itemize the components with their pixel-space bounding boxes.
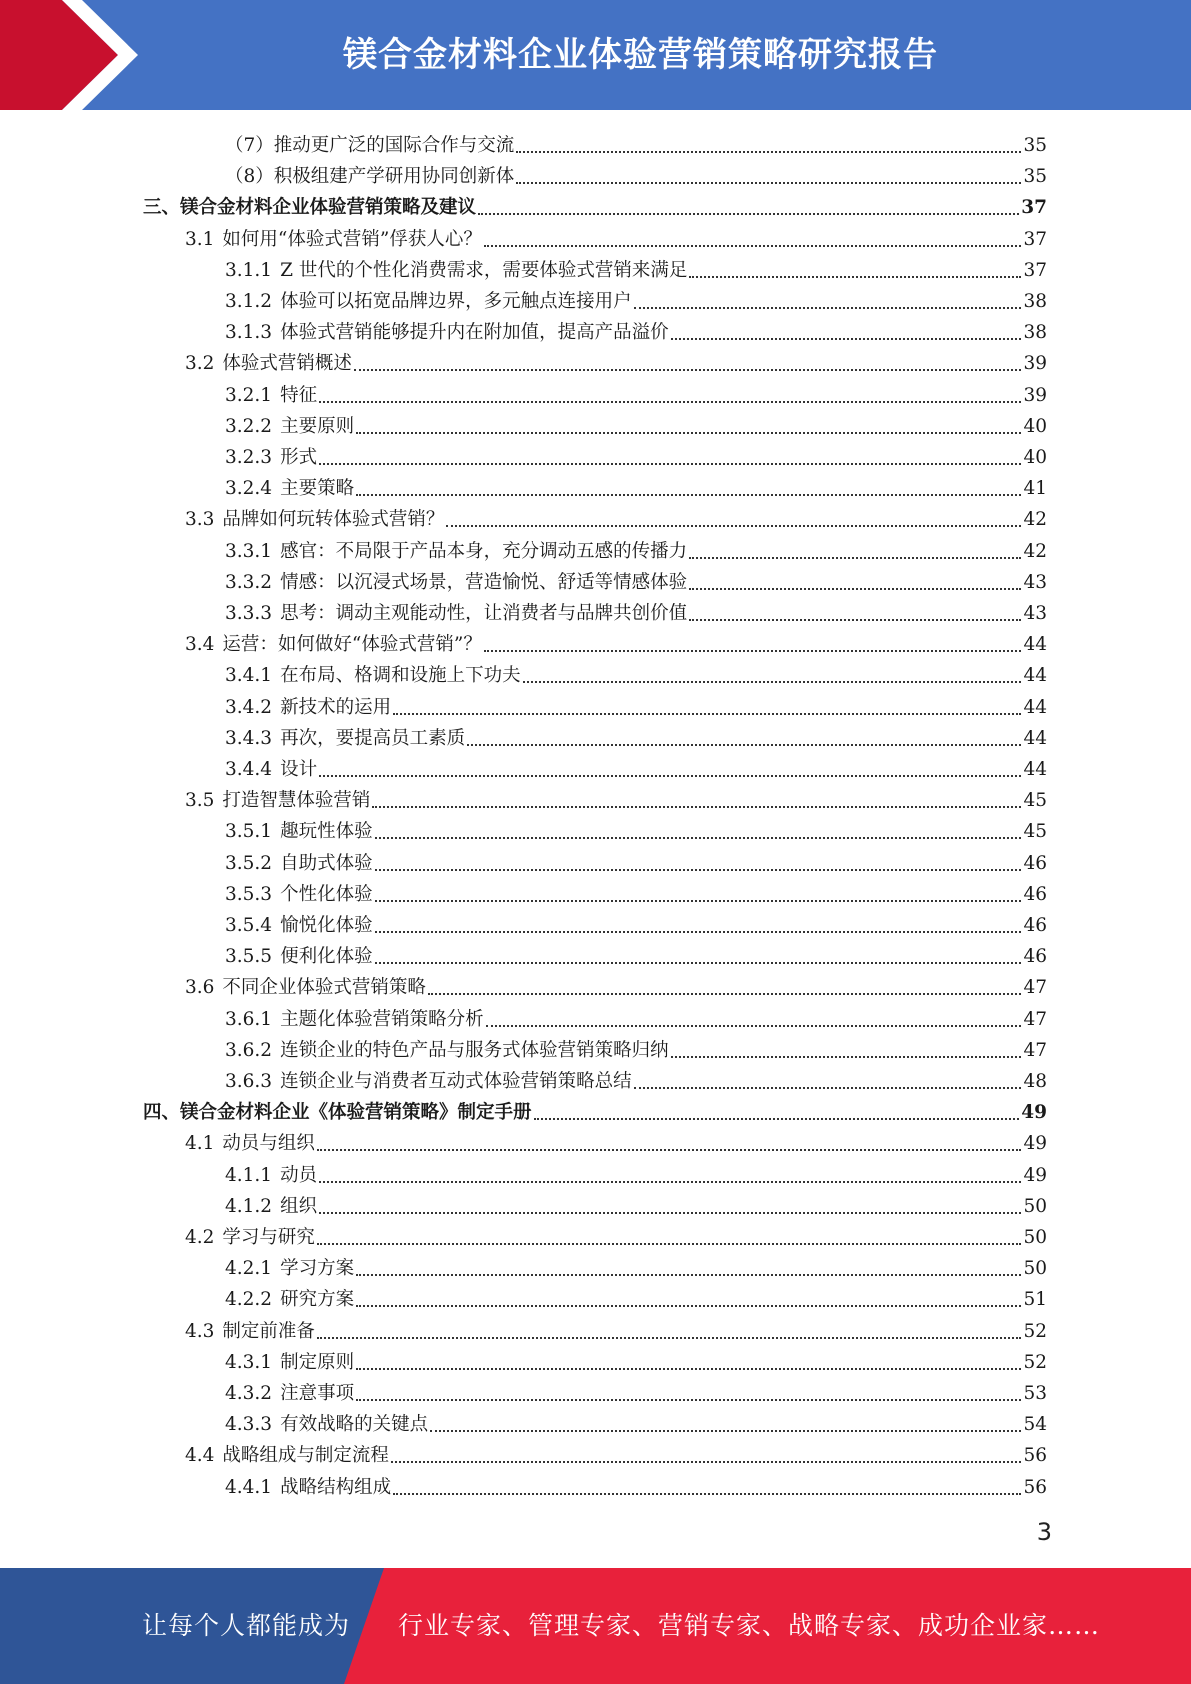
toc-dot-leader: [393, 691, 1021, 715]
toc-entry-number: 3.2.3: [225, 447, 273, 468]
toc-entry[interactable]: [225, 439, 1047, 470]
toc-dot-leader: [634, 285, 1022, 309]
toc-entry-title: 打造智慧体验营销: [222, 790, 371, 812]
toc-entry-page: 51: [1023, 1289, 1047, 1311]
toc-entry-title: 再次，要提高员工素质: [280, 727, 466, 749]
toc-entry-title: 体验式营销概述: [222, 353, 352, 375]
toc-entry-number: 3.3: [185, 509, 215, 531]
toc-entry-title: 研究方案: [280, 1289, 355, 1311]
toc-dot-leader: [319, 441, 1021, 465]
toc-entry-page: 47: [1023, 1039, 1047, 1061]
toc-entry-number: 3.3.3: [225, 603, 273, 624]
toc-entry-title: 三、镁合金材料企业体验营销策略及建议: [143, 197, 477, 219]
toc-entry-title: 连锁企业的特色产品与服务式体验营销策略归纳: [280, 1039, 669, 1061]
toc-entry-page: 35: [1023, 166, 1047, 188]
toc-dot-leader: [484, 628, 1022, 652]
toc-dot-leader: [375, 940, 1022, 964]
toc-entry[interactable]: [185, 1437, 1047, 1468]
toc-entry-number: 4.4.1: [225, 1476, 273, 1498]
toc-entry-page: 46: [1023, 915, 1047, 936]
toc-entry-page: 38: [1023, 291, 1047, 312]
toc-entry-title: 设计: [280, 759, 318, 780]
toc-entry-number: 4.1: [185, 1133, 215, 1155]
toc-entry-title: 主要原则: [280, 415, 355, 437]
toc-entry-title: 有效战略的关键点: [280, 1414, 429, 1436]
toc-entry-page: 50: [1023, 1227, 1047, 1248]
toc-entry-title: 学习方案: [280, 1258, 355, 1280]
toc-dot-leader: [523, 659, 1022, 683]
toc-entry-page: 45: [1023, 821, 1047, 843]
toc-entry-page: 49: [1023, 1133, 1047, 1155]
toc-entry[interactable]: [225, 1281, 1047, 1312]
toc-entry-number: 4.1.2: [225, 1195, 273, 1217]
toc-entry-title: 学习与研究: [222, 1227, 315, 1248]
toc-entry-title: 连锁企业与消费者互动式体验营销策略总结: [280, 1071, 632, 1092]
toc-entry[interactable]: [143, 189, 1047, 220]
toc-entry-number: 3.3.1: [225, 540, 273, 562]
toc-entry-page: 50: [1023, 1258, 1047, 1280]
toc-entry-title: 自助式体验: [280, 852, 373, 874]
toc-entry-number: 3.4.1: [225, 665, 273, 687]
footer-slogan-right: 行业专家、管理专家、营销专家、战略专家、成功企业家……: [398, 1611, 1101, 1640]
toc-entry[interactable]: [225, 813, 1047, 844]
toc-entry-number: 3.6.2: [225, 1039, 273, 1061]
toc-entry-page: 44: [1023, 634, 1047, 656]
toc-entry-title: 动员: [280, 1164, 318, 1186]
toc-entry-page: 56: [1023, 1445, 1047, 1467]
toc-entry-number: 4.2.2: [225, 1289, 273, 1311]
page-number: 3: [1036, 1518, 1052, 1546]
toc-entry-number: 3.6: [185, 977, 215, 999]
toc-dot-leader: [391, 1439, 1022, 1463]
page-footer: [0, 1568, 1191, 1684]
toc-entry-page: 52: [1023, 1351, 1047, 1373]
toc-entry-page: 37: [1023, 228, 1047, 250]
toc-entry-number: 4.3.1: [225, 1351, 273, 1373]
toc-entry-number: 4.3: [185, 1320, 215, 1342]
toc-entry-title: 在布局、格调和设施上下功夫: [280, 665, 521, 687]
toc-entry-number: 3.1: [185, 228, 215, 250]
toc-dot-leader: [372, 784, 1021, 808]
toc-entry[interactable]: [225, 1406, 1047, 1437]
toc-entry-number: 4.2: [185, 1227, 215, 1248]
toc-dot-leader: [484, 223, 1022, 247]
toc-dot-leader: [689, 597, 1021, 621]
toc-entry-page: 47: [1023, 977, 1047, 999]
toc-entry-number: 3.4: [185, 634, 215, 656]
toc-entry-title: 品牌如何玩转体验式营销？: [222, 509, 445, 531]
toc-entry-title: 愉悦化体验: [280, 915, 373, 936]
toc-entry-number: 3.5.3: [225, 883, 273, 905]
toc-dot-leader: [689, 535, 1021, 559]
toc-entry[interactable]: [225, 1469, 1047, 1500]
toc-entry[interactable]: [225, 533, 1047, 564]
toc-entry[interactable]: [225, 127, 1047, 158]
toc-entry[interactable]: [225, 1375, 1047, 1406]
toc-entry-page: 40: [1023, 415, 1047, 437]
toc-entry[interactable]: [225, 1063, 1047, 1094]
toc-entry-page: 45: [1023, 790, 1047, 812]
toc-dot-leader: [393, 1471, 1021, 1495]
toc-entry-page: 38: [1023, 322, 1047, 344]
toc-dot-leader: [689, 566, 1021, 590]
toc-entry-number: 4.3.3: [225, 1414, 273, 1436]
toc-entry-number: 3.5.2: [225, 852, 273, 874]
toc-entry-page: 54: [1023, 1414, 1047, 1436]
toc-entry-page: 44: [1023, 665, 1047, 687]
toc-dot-leader: [428, 971, 1022, 995]
toc-entry-page: 52: [1023, 1320, 1047, 1342]
toc-entry-number: 3.1.3: [225, 322, 273, 344]
toc-entry-page: 43: [1023, 571, 1047, 593]
toc-entry-number: 3.1.1: [225, 259, 273, 281]
toc-entry[interactable]: [225, 938, 1047, 969]
toc-entry-page: 39: [1023, 384, 1047, 406]
toc-entry-title: 动员与组织: [222, 1133, 315, 1155]
toc-entry-title: 特征: [280, 384, 318, 406]
toc-entry[interactable]: [143, 1094, 1047, 1125]
toc-dot-leader: [317, 1315, 1022, 1339]
toc-entry-page: 46: [1023, 852, 1047, 874]
toc-entry-title: 战略组成与制定流程: [222, 1445, 389, 1467]
toc-dot-leader: [356, 1252, 1021, 1276]
toc-entry-page: 50: [1023, 1195, 1047, 1217]
toc-dot-leader: [516, 160, 1021, 184]
toc-dot-leader: [319, 1159, 1021, 1183]
toc-entry-number: 3.6.1: [225, 1008, 273, 1030]
toc-entry[interactable]: [185, 1125, 1047, 1156]
toc-entry-page: 37: [1021, 197, 1047, 219]
toc-entry-title: 新技术的运用: [280, 696, 392, 718]
toc-entry-number: 3.2.4: [225, 478, 273, 500]
toc-entry-number: 4.1.1: [225, 1164, 273, 1186]
document-title: 镁合金材料企业体验营销策略研究报告: [343, 35, 938, 75]
toc-entry-title: （8）积极组建产学研用协同创新体: [225, 166, 515, 188]
toc-entry[interactable]: [225, 470, 1047, 501]
toc-entry[interactable]: [225, 1157, 1047, 1188]
toc-entry-title: （7）推动更广泛的国际合作与交流: [225, 135, 515, 156]
toc-entry-number: 3.5.1: [225, 821, 273, 843]
toc-dot-leader: [356, 1377, 1021, 1401]
toc-entry-page: 46: [1023, 883, 1047, 905]
toc-entry-number: 3.2.2: [225, 415, 273, 437]
toc-entry-page: 39: [1023, 353, 1047, 375]
toc-dot-leader: [446, 503, 1021, 527]
toc-entry-page: 48: [1023, 1071, 1047, 1092]
toc-dot-leader: [430, 1408, 1021, 1432]
toc-entry-title: 制定原则: [280, 1351, 355, 1373]
toc-dot-leader: [356, 1346, 1021, 1370]
toc-entry[interactable]: [225, 1001, 1047, 1032]
toc-dot-leader: [467, 722, 1021, 746]
toc-entry[interactable]: [225, 1032, 1047, 1063]
toc-entry[interactable]: [185, 1219, 1047, 1250]
toc-entry[interactable]: [185, 1313, 1047, 1344]
toc-entry[interactable]: [225, 314, 1047, 345]
toc-entry-title: 如何用“体验式营销”俘获人心？: [222, 228, 482, 250]
toc-entry-number: 3.5: [185, 790, 215, 812]
toc-entry[interactable]: [225, 1188, 1047, 1219]
toc-entry-title: 个性化体验: [280, 883, 373, 905]
toc-entry[interactable]: [225, 595, 1047, 626]
toc-entry-page: 40: [1023, 447, 1047, 468]
footer-slogan-left: 让每个人都能成为: [142, 1611, 351, 1640]
toc-entry-page: 44: [1023, 696, 1047, 718]
toc-entry[interactable]: [185, 626, 1047, 657]
toc-dot-leader: [671, 316, 1022, 340]
toc-entry-title: 战略结构组成: [280, 1476, 392, 1498]
toc-entry-number: 4.2.1: [225, 1258, 273, 1280]
toc-dot-leader: [354, 347, 1022, 371]
toc-entry-title: 体验式营销能够提升内在附加值，提高产品溢价: [280, 322, 669, 344]
toc-dot-leader: [534, 1096, 1020, 1120]
toc-entry-page: 44: [1023, 759, 1047, 780]
toc-dot-leader: [317, 1221, 1022, 1245]
toc-entry-page: 46: [1023, 946, 1047, 968]
toc-entry[interactable]: [225, 907, 1047, 938]
toc-entry-number: 3.3.2: [225, 571, 273, 593]
toc-entry-page: 37: [1023, 259, 1047, 281]
toc-entry[interactable]: [225, 845, 1047, 876]
toc-entry-title: 情感：以沉浸式场景，营造愉悦、舒适等情感体验: [280, 571, 688, 593]
toc-entry[interactable]: [185, 345, 1047, 376]
toc-dot-leader: [317, 1127, 1022, 1151]
toc-entry-number: 4.4: [185, 1445, 215, 1467]
toc-entry-number: 3.5.5: [225, 946, 273, 968]
toc-dot-leader: [516, 129, 1021, 153]
page-header: [0, 0, 1191, 110]
toc-dot-leader: [634, 1065, 1022, 1089]
toc-dot-leader: [375, 815, 1022, 839]
toc-entry[interactable]: [225, 751, 1047, 782]
toc-entry[interactable]: [225, 720, 1047, 751]
toc-entry-title: 体验可以拓宽品牌边界，多元触点连接用户: [280, 291, 632, 312]
toc-dot-leader: [319, 1190, 1021, 1214]
toc-dot-leader: [375, 878, 1022, 902]
toc-entry-title: 四、镁合金材料企业《体验营销策略》制定手册: [143, 1102, 532, 1124]
toc-entry[interactable]: [225, 689, 1047, 720]
toc-entry-page: 53: [1023, 1383, 1047, 1404]
toc-entry-title: 主题化体验营销策略分析: [280, 1008, 484, 1030]
toc-entry-title: 制定前准备: [222, 1320, 315, 1342]
toc-entry[interactable]: [225, 1250, 1047, 1281]
toc-entry[interactable]: [225, 876, 1047, 907]
toc-dot-leader: [486, 1003, 1022, 1027]
toc-entry-title: 运营：如何做好“体验式营销”？: [222, 634, 482, 656]
toc-entry-title: 思考：调动主观能动性，让消费者与品牌共创价值: [280, 603, 688, 624]
toc-dot-leader: [356, 472, 1021, 496]
toc-entry-number: 3.6.3: [225, 1071, 273, 1092]
toc-entry[interactable]: [225, 377, 1047, 408]
toc-entry-page: 43: [1023, 603, 1047, 624]
toc-entry-title: 组织: [280, 1195, 318, 1217]
toc-entry-page: 47: [1023, 1008, 1047, 1030]
toc-entry[interactable]: [185, 221, 1047, 252]
toc-entry[interactable]: [185, 782, 1047, 813]
toc-entry-number: 3.4.3: [225, 727, 273, 749]
toc-dot-leader: [478, 191, 1019, 215]
toc-entry-title: 注意事项: [280, 1383, 355, 1404]
toc-entry-number: 3.4.2: [225, 696, 273, 718]
toc-entry-page: 44: [1023, 727, 1047, 749]
toc-entry[interactable]: [225, 252, 1047, 283]
toc-entry-page: 56: [1023, 1476, 1047, 1498]
toc-entry-title: Z 世代的个性化消费需求，需要体验式营销来满足: [280, 259, 688, 281]
toc-dot-leader: [356, 410, 1021, 434]
toc-dot-leader: [319, 753, 1021, 777]
toc-entry-page: 42: [1023, 540, 1047, 562]
toc-dot-leader: [375, 847, 1022, 871]
toc-entry-title: 不同企业体验式营销策略: [222, 977, 426, 999]
toc-entry-title: 趣玩性体验: [280, 821, 373, 843]
toc-entry-number: 3.2: [185, 353, 215, 375]
toc-entry-page: 42: [1023, 509, 1047, 531]
toc-entry-page: 49: [1023, 1164, 1047, 1186]
toc-entry-number: 3.2.1: [225, 384, 273, 406]
toc-entry-page: 35: [1023, 135, 1047, 156]
toc-entry[interactable]: [225, 283, 1047, 314]
toc-entry-number: 3.1.2: [225, 291, 273, 312]
toc-entry-title: 形式: [280, 447, 318, 468]
toc-entry-title: 感官：不局限于产品本身，充分调动五感的传播力: [280, 540, 688, 562]
toc-entry[interactable]: [225, 1344, 1047, 1375]
toc-entry-page: 41: [1023, 478, 1047, 500]
toc-entry-number: 3.5.4: [225, 915, 273, 936]
toc-entry[interactable]: [225, 657, 1047, 688]
toc-entry[interactable]: [185, 501, 1047, 532]
toc-entry[interactable]: [225, 158, 1047, 189]
toc-dot-leader: [671, 1034, 1022, 1058]
toc-entry-number: 4.3.2: [225, 1383, 273, 1404]
toc-entry[interactable]: [225, 408, 1047, 439]
toc-dot-leader: [375, 909, 1022, 933]
toc-entry[interactable]: [225, 564, 1047, 595]
toc-dot-leader: [689, 254, 1021, 278]
toc-entry-title: 主要策略: [280, 478, 355, 500]
toc-dot-leader: [319, 379, 1021, 403]
toc-entry-page: 49: [1021, 1102, 1047, 1124]
toc-dot-leader: [356, 1283, 1021, 1307]
toc-entry-title: 便利化体验: [280, 946, 373, 968]
toc-entry[interactable]: [185, 969, 1047, 1000]
toc-entry-number: 3.4.4: [225, 759, 273, 780]
